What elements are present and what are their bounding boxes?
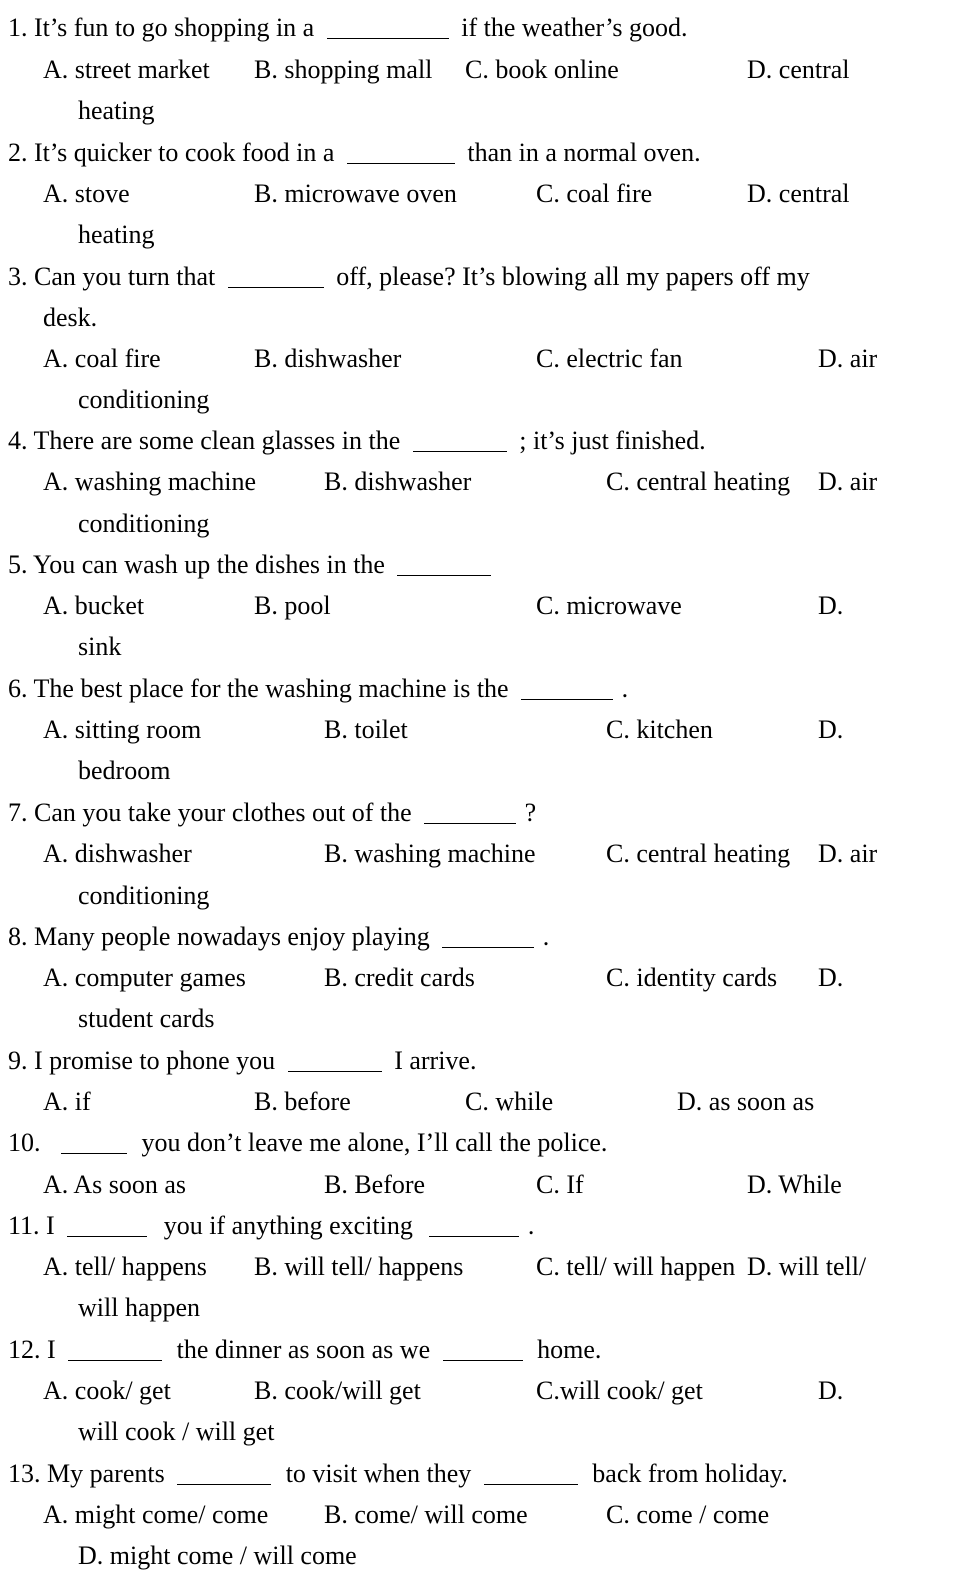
question-6-prompt: [8, 674, 628, 704]
option-a: A. stove: [43, 179, 130, 208]
option-continuation: sink: [78, 632, 122, 661]
option-b: B. will tell/ happens: [254, 1252, 464, 1281]
option-c: C. kitchen: [606, 715, 713, 744]
answer-blank: [327, 35, 449, 36]
option-d: D. air: [818, 839, 878, 868]
answer-blank: [443, 1357, 523, 1358]
question-7-prompt: [8, 798, 536, 828]
option-a: A. bucket: [43, 591, 145, 620]
option-c: C. book online: [465, 55, 619, 84]
answer-blank: [429, 1233, 519, 1234]
prompt-text: 4. There are some clean glasses in the: [8, 426, 401, 455]
question-12-prompt: [8, 1335, 601, 1365]
option-d: D. as soon as: [677, 1087, 815, 1116]
answer-blank: [442, 944, 534, 945]
prompt-text: 9. I promise to phone you: [8, 1046, 276, 1075]
option-c: C. while: [465, 1087, 554, 1116]
prompt-text: to visit when they: [285, 1459, 472, 1488]
prompt-text: 1. It’s fun to go shopping in a: [8, 13, 315, 42]
option-continuation: conditioning: [78, 509, 210, 538]
option-continuation: will happen: [78, 1293, 201, 1322]
question-4-prompt: [8, 426, 706, 456]
answer-blank: [484, 1481, 578, 1482]
option-a: A. if: [43, 1087, 91, 1116]
answer-blank: [521, 696, 613, 697]
option-b: B. microwave oven: [254, 179, 457, 208]
option-a: A. might come/ come: [43, 1500, 269, 1529]
answer-blank: [61, 1150, 127, 1151]
option-d: D. will tell/: [747, 1252, 867, 1281]
option-a: A. street market: [43, 55, 210, 84]
option-continuation: conditioning: [78, 385, 210, 414]
question-9-prompt: [8, 1046, 476, 1076]
answer-blank: [424, 820, 516, 821]
prompt-text: 13. My parents: [8, 1459, 165, 1488]
prompt-text: the dinner as soon as we: [176, 1335, 431, 1364]
option-c: C. identity cards: [606, 963, 778, 992]
prompt-text: ?: [524, 798, 537, 827]
prompt-continuation: desk.: [43, 303, 98, 332]
option-b: B. come/ will come: [324, 1500, 528, 1529]
answer-blank: [228, 284, 324, 285]
answer-blank: [68, 1357, 162, 1358]
question-2-prompt: [8, 138, 701, 168]
prompt-text: 11. I: [8, 1211, 55, 1240]
question-5-prompt: [8, 550, 497, 580]
prompt-text: 12. I: [8, 1335, 56, 1364]
option-b: B. cook/will get: [254, 1376, 421, 1405]
option-a: A. cook/ get: [43, 1376, 171, 1405]
option-continuation: conditioning: [78, 881, 210, 910]
prompt-text: if the weather’s good.: [461, 13, 688, 42]
prompt-text: you if anything exciting: [163, 1211, 413, 1240]
option-c: C. coal fire: [536, 179, 653, 208]
question-1-prompt: [8, 13, 687, 43]
option-c: C. tell/ will happen: [536, 1252, 736, 1281]
option-d: D. central: [747, 55, 850, 84]
option-continuation: heating: [78, 220, 155, 249]
option-a: A. As soon as: [43, 1170, 187, 1199]
option-continuation: student cards: [78, 1004, 215, 1033]
answer-blank: [177, 1481, 271, 1482]
answer-blank: [347, 160, 455, 161]
option-d: D. central: [747, 179, 850, 208]
answer-blank: [397, 572, 491, 573]
option-a: A. computer games: [43, 963, 246, 992]
option-c: C. come / come: [606, 1500, 770, 1529]
option-d: D.: [818, 715, 844, 744]
option-c: C. electric fan: [536, 344, 683, 373]
option-continuation: D. might come / will come: [78, 1541, 357, 1570]
prompt-text: you don’t leave me alone, I’ll call the police.: [141, 1128, 608, 1157]
prompt-text: I arrive.: [394, 1046, 477, 1075]
question-11-prompt: [8, 1211, 534, 1241]
option-b: B. toilet: [324, 715, 408, 744]
answer-blank: [67, 1233, 147, 1234]
option-b: B. credit cards: [324, 963, 475, 992]
option-b: B. dishwasher: [324, 467, 472, 496]
prompt-text: back from holiday.: [592, 1459, 788, 1488]
option-c: C.will cook/ get: [536, 1376, 703, 1405]
option-c: C. central heating: [606, 839, 791, 868]
option-a: A. washing machine: [43, 467, 257, 496]
prompt-text: 3. Can you turn that: [8, 262, 216, 291]
prompt-text: ; it’s just finished.: [519, 426, 706, 455]
prompt-text: 5. You can wash up the dishes in the: [8, 550, 385, 579]
option-b: B. dishwasher: [254, 344, 402, 373]
question-10-prompt: [8, 1128, 607, 1158]
prompt-text: .: [621, 674, 629, 703]
option-d: D.: [818, 1376, 844, 1405]
answer-blank: [413, 448, 507, 449]
option-a: A. tell/ happens: [43, 1252, 207, 1281]
option-a: A. coal fire: [43, 344, 161, 373]
option-continuation: will cook / will get: [78, 1417, 275, 1446]
prompt-text: 10.: [8, 1128, 41, 1157]
prompt-text: .: [542, 922, 550, 951]
option-d: D. air: [818, 344, 878, 373]
option-b: B. shopping mall: [254, 55, 433, 84]
option-c: C. microwave: [536, 591, 682, 620]
prompt-text: than in a normal oven.: [467, 138, 701, 167]
prompt-text: 6. The best place for the washing machine is the: [8, 674, 509, 703]
option-d: D.: [818, 963, 844, 992]
prompt-text: .: [527, 1211, 535, 1240]
option-b: B. before: [254, 1087, 351, 1116]
prompt-text: home.: [537, 1335, 602, 1364]
option-d: D.: [818, 591, 844, 620]
option-d: D. air: [818, 467, 878, 496]
answer-blank: [288, 1068, 382, 1069]
option-b: B. pool: [254, 591, 331, 620]
option-a: A. dishwasher: [43, 839, 192, 868]
option-a: A. sitting room: [43, 715, 202, 744]
prompt-text: 7. Can you take your clothes out of the: [8, 798, 412, 827]
option-c: C. central heating: [606, 467, 791, 496]
option-c: C. If: [536, 1170, 584, 1199]
question-13-prompt: [8, 1459, 788, 1489]
option-b: B. washing machine: [324, 839, 536, 868]
question-3-prompt: [8, 262, 810, 292]
prompt-text: 2. It’s quicker to cook food in a: [8, 138, 335, 167]
question-8-prompt: [8, 922, 549, 952]
option-continuation: bedroom: [78, 756, 171, 785]
option-b: B. Before: [324, 1170, 426, 1199]
prompt-text: off, please? It’s blowing all my papers off my: [336, 262, 810, 291]
prompt-text: 8. Many people nowadays enjoy playing: [8, 922, 430, 951]
option-continuation: heating: [78, 96, 155, 125]
option-d: D. While: [747, 1170, 842, 1199]
